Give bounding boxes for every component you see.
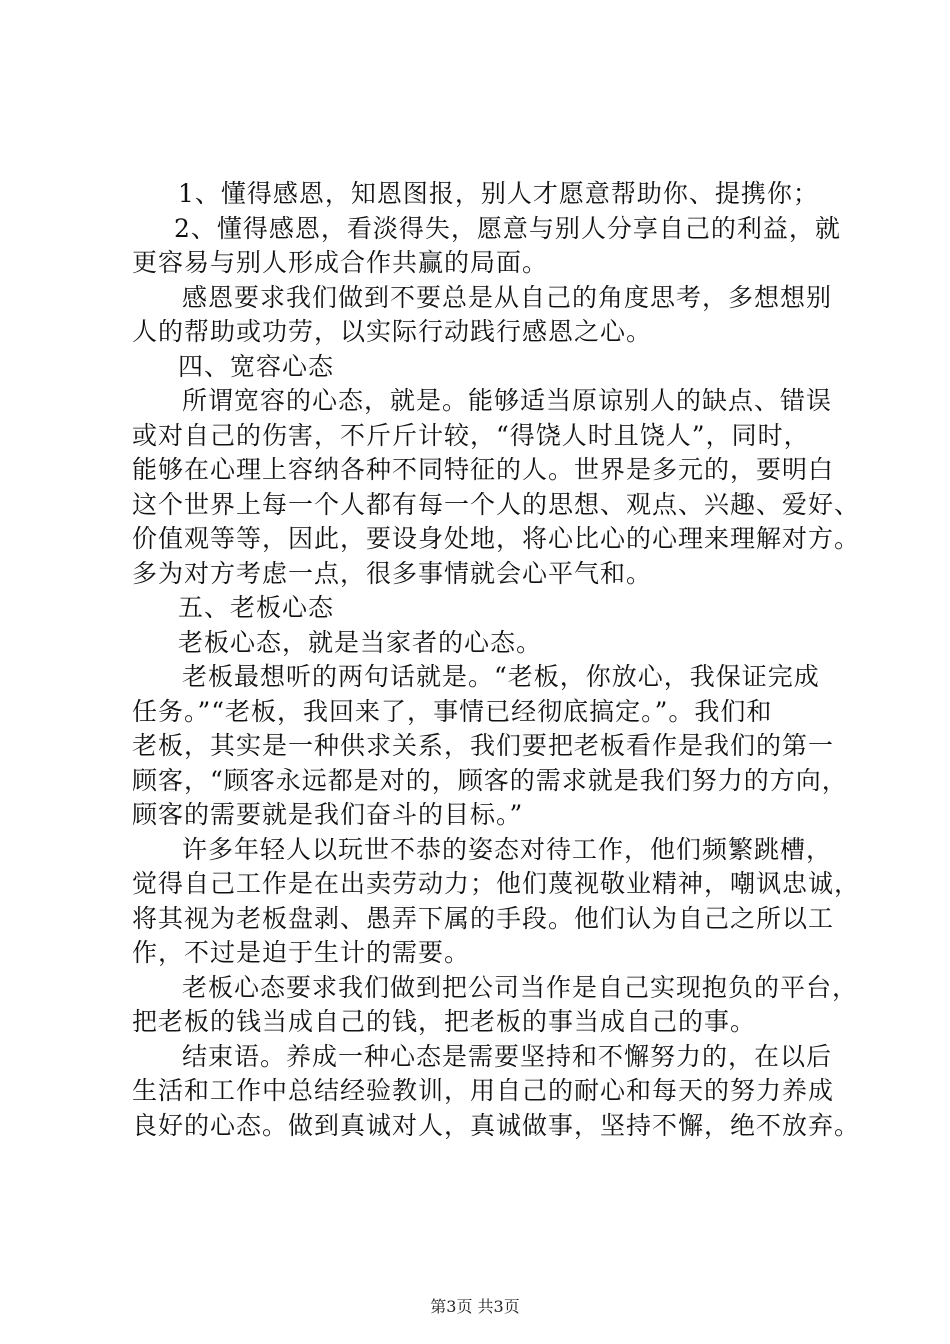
text-line: 顾客的需要就是我们奋斗的目标。” <box>132 800 524 829</box>
text-line: 2、懂得感恩，看淡得失，愿意与别人分享自己的利益，就 <box>174 214 841 243</box>
text-line: 顾客，“顾客永远都是对的，顾客的需求就是我们努力的方向， <box>132 766 848 795</box>
section-heading: 五、老板心态 <box>178 593 335 622</box>
text-line: 结束语。养成一种心态是需要坚持和不懈努力的，在以后 <box>182 1042 833 1071</box>
text-line: 更容易与别人形成合作共赢的局面。 <box>132 248 549 277</box>
text-line: 作，不过是迫于生计的需要。 <box>132 938 471 967</box>
text-line: 许多年轻人以玩世不恭的姿态对待工作，他们频繁跳槽， <box>182 835 833 864</box>
text-line: 生活和工作中总结经验教训，用自己的耐心和每天的努力养成 <box>132 1076 835 1105</box>
page-number-footer: 第3页 共3页 <box>430 1297 520 1316</box>
text-line: 所谓宽容的心态，就是。能够适当原谅别人的缺点、错误 <box>182 386 833 415</box>
text-line: 老板，其实是一种供求关系，我们要把老板看作是我们的第一 <box>132 731 835 760</box>
text-line: 人的帮助或功劳，以实际行动践行感恩之心。 <box>132 317 653 346</box>
text-line: 把老板的钱当成自己的钱，把老板的事当成自己的事。 <box>132 1007 757 1036</box>
text-line: 或对自己的伤害，不斤斤计较，“得饶人时且饶人”，同时， <box>132 421 810 450</box>
text-line: 老板心态要求我们做到把公司当作是自己实现抱负的平台， <box>182 973 859 1002</box>
text-line: 这个世界上每一个人都有每一个人的思想、观点、兴趣、爱好、 <box>132 490 861 519</box>
text-line: 感恩要求我们做到不要总是从自己的角度思考，多想想别 <box>182 283 833 312</box>
text-line: 能够在心理上容纳各种不同特征的人。世界是多元的，要明白 <box>132 455 835 484</box>
text-line: 多为对方考虑一点，很多事情就会心平气和。 <box>132 559 653 588</box>
text-line: 老板最想听的两句话就是。“老板，你放心，我保证完成 <box>182 662 820 691</box>
text-line: 将其视为老板盘剥、愚弄下属的手段。他们认为自己之所以工 <box>132 904 835 933</box>
text-line: 老板心态，就是当家者的心态。 <box>178 628 543 657</box>
text-line: 觉得自己工作是在出卖劳动力；他们蔑视敬业精神，嘲讽忠诚， <box>132 869 861 898</box>
section-heading: 四、宽容心态 <box>178 352 335 381</box>
text-line: 良好的心态。做到真诚对人，真诚做事，坚持不懈，绝不放弃。 <box>132 1111 861 1140</box>
text-line: 任务。”“老板，我回来了，事情已经彻底搞定。”。我们和 <box>132 697 773 726</box>
text-line: 价值观等等，因此，要设身处地，将心比心的心理来理解对方。 <box>132 524 861 553</box>
text-line: 1、懂得感恩，知恩图报，别人才愿意帮助你、提携你； <box>178 179 819 208</box>
